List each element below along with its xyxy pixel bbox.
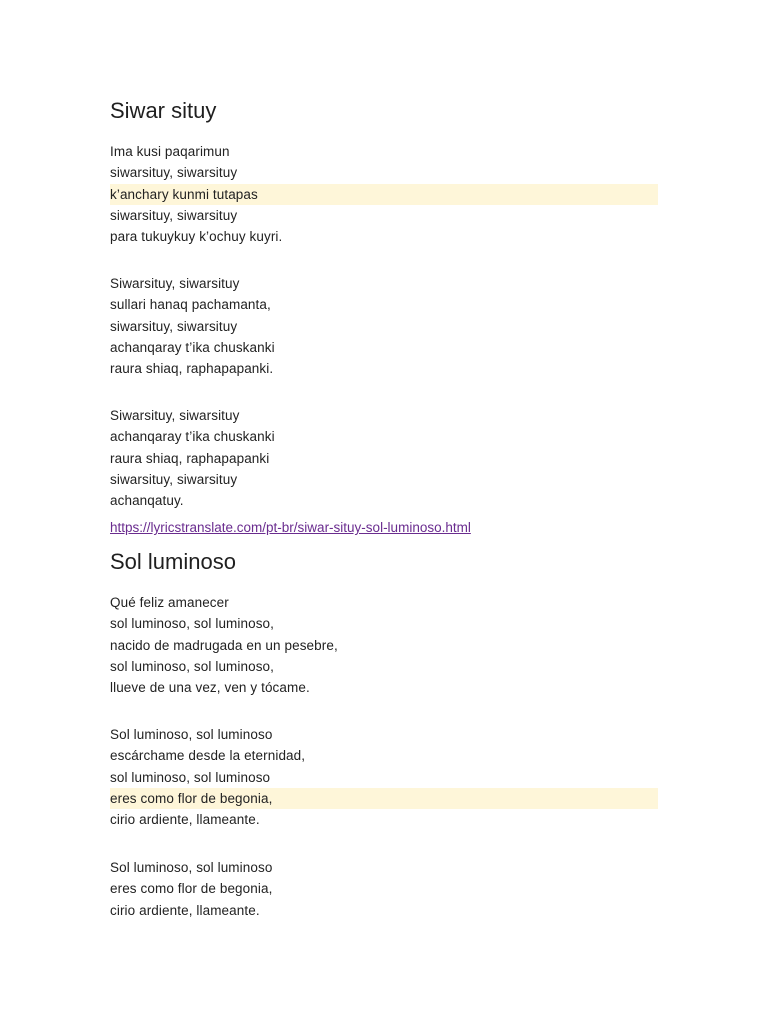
stanza <box>110 857 658 921</box>
lyric-line: Qué feliz amanecer <box>110 595 229 610</box>
stanza <box>110 592 658 698</box>
lyric-line: Sol luminoso, sol luminoso <box>110 860 273 875</box>
lyric-line: llueve de una vez, ven y tócame. <box>110 680 310 696</box>
stanza <box>110 273 658 379</box>
lyric-line: Siwarsituy, siwarsituy <box>110 276 240 291</box>
lyric-line: escárchame desde la eternidad, <box>110 748 306 764</box>
highlighted-lyric-line: k’anchary kunmi tutapas <box>110 184 658 205</box>
stanza <box>110 141 658 247</box>
lyric-line: achanqaray t’ika chuskanki <box>110 429 275 445</box>
lyric-line: sol luminoso, sol luminoso <box>110 769 271 785</box>
lyric-line: raura shiaq, raphapapanki. <box>110 361 274 377</box>
lyric-line: para tukuykuy k’ochuy kuyri. <box>110 229 283 245</box>
lyric-line: achanqaray t’ika chuskanki <box>110 339 275 355</box>
lyric-line: Sol luminoso, sol luminoso <box>110 727 273 742</box>
lyric-line: sullari hanaq pachamanta, <box>110 297 271 313</box>
lyric-line: achanqatuy. <box>110 493 184 509</box>
lyric-line: Ima kusi paqarimun <box>110 144 230 159</box>
song-title: Siwar situy <box>110 98 217 123</box>
source-link[interactable]: https://lyricstranslate.com/pt-br/siwar-situy-sol-luminoso.html <box>110 520 471 535</box>
lyric-line: siwarsituy, siwarsituy <box>110 318 238 334</box>
lyric-line: siwarsituy, siwarsituy <box>110 207 238 223</box>
lyric-line: Siwarsituy, siwarsituy <box>110 408 240 423</box>
stanza <box>110 724 658 830</box>
lyric-line: sol luminoso, sol luminoso, <box>110 658 275 674</box>
lyric-line: sol luminoso, sol luminoso, <box>110 616 275 632</box>
lyric-line: nacido de madrugada en un pesebre, <box>110 637 338 653</box>
lyric-line: raura shiaq, raphapapanki <box>110 450 270 466</box>
stanza <box>110 405 658 511</box>
song-title: Sol luminoso <box>110 549 236 574</box>
lyric-line: eres como flor de begonia, <box>110 881 273 897</box>
lyric-line: cirio ardiente, llameante. <box>110 812 260 828</box>
highlighted-lyric-line: eres como flor de begonia, <box>110 788 658 809</box>
lyric-line: siwarsituy, siwarsituy <box>110 165 238 181</box>
lyric-line: cirio ardiente, llameante. <box>110 902 260 918</box>
lyric-line: siwarsituy, siwarsituy <box>110 471 238 487</box>
